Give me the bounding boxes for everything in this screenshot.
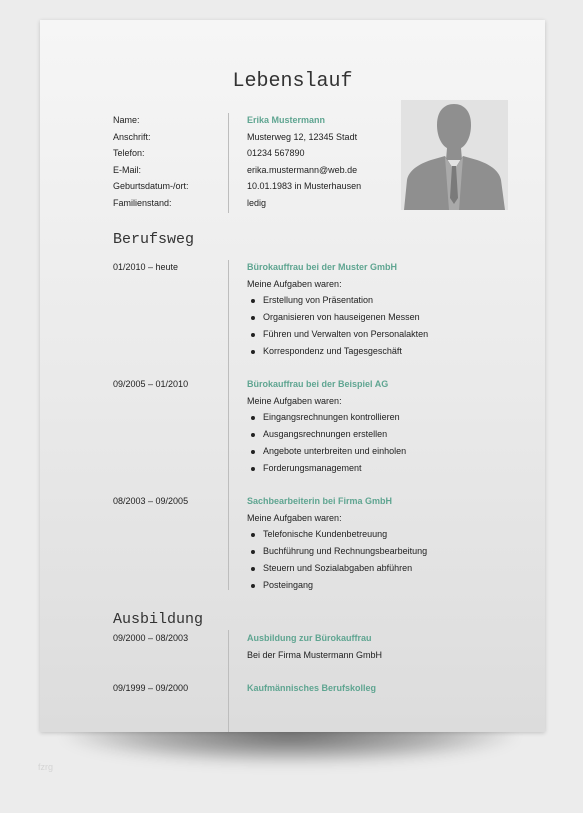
- job-1-task-3: Führen und Verwalten von Personalakten: [263, 329, 429, 339]
- edu-2-date: 09/1999 – 09/2000: [113, 683, 189, 693]
- bullet-dot: [251, 350, 255, 354]
- section-heading-ausbildung: Ausbildung: [113, 611, 204, 628]
- job-3-task-4: Posteingang: [263, 580, 314, 590]
- job-3-date: 08/2003 – 09/2005: [113, 496, 189, 506]
- job-1-intro: Meine Aufgaben waren:: [247, 279, 342, 289]
- email-label: E-Mail:: [113, 165, 142, 175]
- job-3-task-3: Steuern und Sozialabgaben abführen: [263, 563, 413, 573]
- edu-1-detail: Bei der Firma Mustermann GmbH: [247, 650, 383, 660]
- job-1-date: 01/2010 – heute: [113, 262, 179, 272]
- section-heading-berufsweg: Berufsweg: [113, 231, 195, 248]
- address-value: Musterweg 12, 12345 Stadt: [247, 132, 358, 142]
- marital-label: Familienstand:: [113, 198, 172, 208]
- edu-1-title: Ausbildung zur Bürokauffrau: [247, 633, 372, 643]
- bullet-dot: [251, 416, 255, 420]
- bullet-dot: [251, 433, 255, 437]
- job-1-task-1: Erstellung von Präsentation: [263, 295, 374, 305]
- divider-line-berufsweg: [228, 260, 229, 590]
- bullet-dot: [251, 333, 255, 337]
- bullet-dot: [251, 450, 255, 454]
- job-3-title: Sachbearbeiterin bei Firma GmbH: [247, 496, 393, 506]
- phone-label: Telefon:: [113, 148, 145, 158]
- address-label: Anschrift:: [113, 132, 151, 142]
- job-2-task-1: Eingangsrechnungen kontrollieren: [263, 412, 400, 422]
- edu-1-date: 09/2000 – 08/2003: [113, 633, 189, 643]
- bullet-dot: [251, 584, 255, 588]
- job-2-task-2: Ausgangsrechnungen erstellen: [263, 429, 388, 439]
- phone-value: 01234 567890: [247, 148, 305, 158]
- name-value: Erika Mustermann: [247, 115, 326, 125]
- job-2-intro: Meine Aufgaben waren:: [247, 396, 342, 406]
- bullet-dot: [251, 567, 255, 571]
- marital-value: ledig: [247, 198, 267, 208]
- cv-page: [40, 20, 545, 732]
- divider-line-ausbildung: [228, 630, 229, 732]
- person-silhouette-icon: [401, 100, 508, 210]
- profile-photo: [401, 100, 508, 210]
- job-3-intro: Meine Aufgaben waren:: [247, 513, 342, 523]
- page-title: Lebenslauf: [232, 70, 353, 93]
- divider-line-personal: [228, 113, 229, 213]
- bullet-dot: [251, 316, 255, 320]
- bullet-dot: [251, 533, 255, 537]
- name-label: Name:: [113, 115, 140, 125]
- bullet-dot: [251, 550, 255, 554]
- birth-label: Geburtsdatum-/ort:: [113, 181, 189, 191]
- job-1-title: Bürokauffrau bei der Muster GmbH: [247, 262, 398, 272]
- job-2-task-3: Angebote unterbreiten und einholen: [263, 446, 407, 456]
- bullet-dot: [251, 299, 255, 303]
- watermark-text: fzrg: [38, 762, 54, 772]
- email-value: erika.mustermann@web.de: [247, 165, 358, 175]
- job-1-task-2: Organisieren von hauseigenen Messen: [263, 312, 420, 322]
- job-1-task-4: Korrespondenz und Tagesgeschäft: [263, 346, 402, 356]
- edu-2-title: Kaufmännisches Berufskolleg: [247, 683, 377, 693]
- job-2-task-4: Forderungsmanagement: [263, 463, 362, 473]
- job-3-task-1: Telefonische Kundenbetreuung: [263, 529, 388, 539]
- bullet-dot: [251, 467, 255, 471]
- job-3-task-2: Buchführung und Rechnungsbearbeitung: [263, 546, 428, 556]
- job-2-date: 09/2005 – 01/2010: [113, 379, 189, 389]
- job-2-title: Bürokauffrau bei der Beispiel AG: [247, 379, 389, 389]
- birth-value: 10.01.1983 in Musterhausen: [247, 181, 362, 191]
